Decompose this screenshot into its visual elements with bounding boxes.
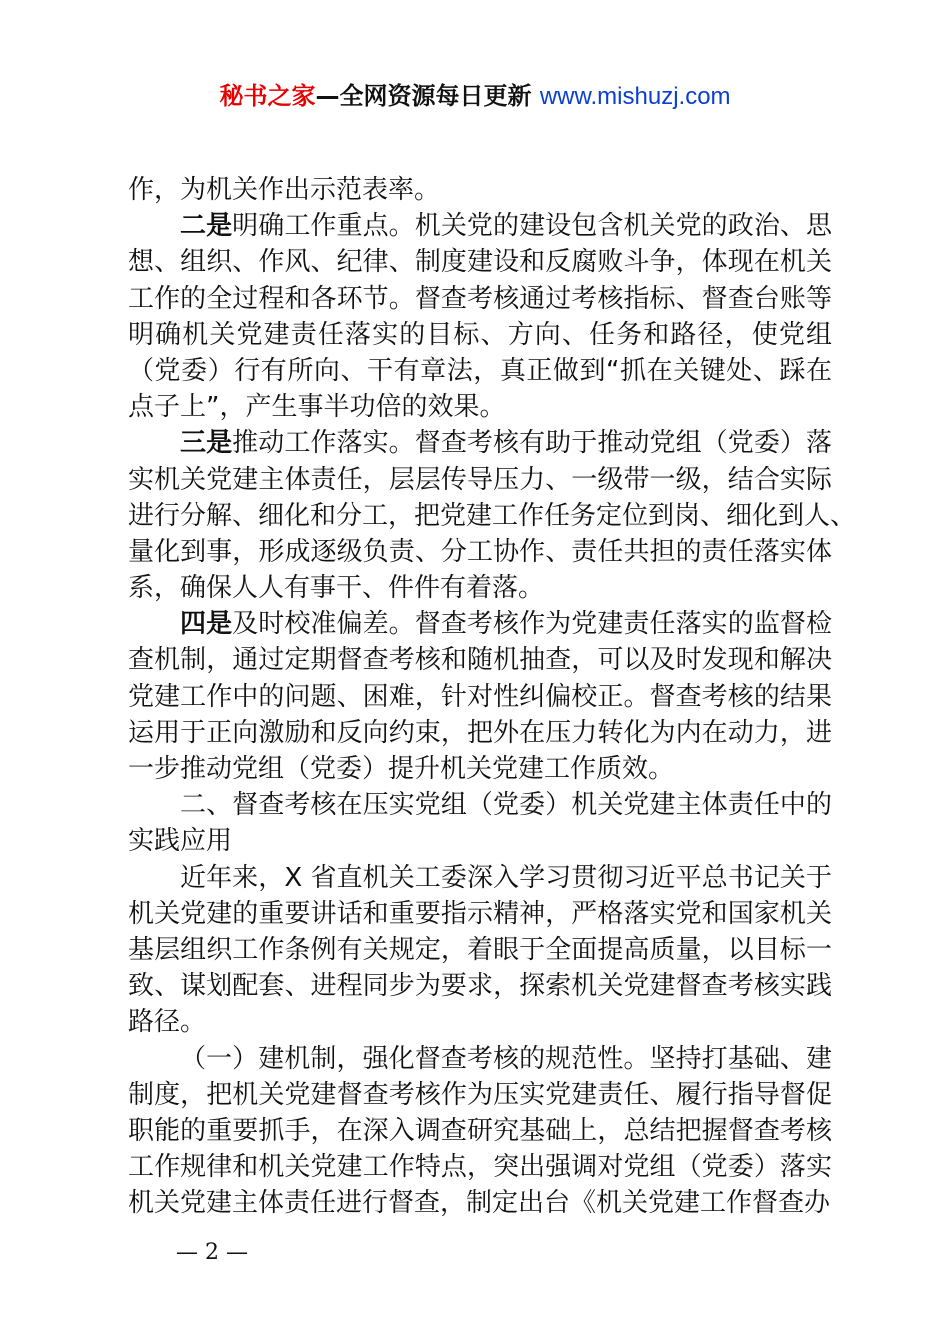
text-line: [128, 751, 832, 787]
text-line: [128, 353, 832, 389]
line-text: 工作规律和机关党建工作特点，突出强调对党组（党委）落实: [128, 1152, 832, 1183]
text-line: [128, 317, 832, 353]
text-line: [128, 787, 832, 823]
text-line: [128, 1185, 832, 1221]
line-text: 明确工作重点。机关党的建设包含机关党的政治、思: [232, 211, 832, 242]
line-text: 推动工作落实。督查考核有助于推动党组（党委）落: [232, 428, 832, 459]
line-text: （一）建机制，强化督查考核的规范性。坚持打基础、建: [180, 1043, 832, 1074]
line-text: 职能的重要抓手，在深入调查研究基础上，总结把握督查考核: [128, 1115, 832, 1146]
text-line: [128, 679, 832, 715]
text-line: [128, 860, 832, 896]
document-body: [128, 172, 857, 1221]
line-text: 机关党建主体责任进行督查，制定出台《机关党建工作督查办: [128, 1188, 831, 1219]
line-text: 致、谋划配套、进程同步为要求，探索机关党建督查考核实践: [128, 971, 832, 1002]
paragraph-lead: 四是: [180, 609, 233, 640]
line-text: 路径。: [128, 1007, 207, 1038]
page-number: — 2 —: [176, 1240, 248, 1265]
line-text: 进行分解、细化和分工，把党建工作任务定位到岗、细化到人、: [128, 500, 857, 531]
text-line: [128, 823, 832, 859]
site-banner: [0, 80, 950, 113]
text-line: [128, 462, 832, 498]
text-line: [128, 208, 832, 244]
line-text: 一步推动党组（党委）提升机关党建工作质效。: [128, 754, 675, 784]
text-line: [128, 1004, 832, 1040]
line-text: 基层组织工作条例有关规定，着眼于全面提高质量，以目标一: [128, 934, 832, 965]
paragraph-lead: 三是: [180, 428, 233, 459]
text-line: [128, 606, 832, 642]
banner-url[interactable]: www.mishuzj.com: [539, 83, 731, 110]
text-line: [128, 389, 832, 425]
text-line: [128, 1077, 832, 1113]
text-line: [128, 281, 832, 317]
text-line: [128, 968, 832, 1004]
line-text: 查机制，通过定期督查考核和随机抽查，可以及时发现和解决: [128, 645, 832, 676]
line-text: （党委）行有所向、干有章法，真正做到“抓在关键处、踩在: [128, 355, 832, 386]
line-text: 机关党建的重要讲话和重要指示精神，严格落实党和国家机关: [128, 898, 832, 929]
line-text: 制度，把机关党建督查考核作为压实党建责任、履行指导督促: [128, 1079, 832, 1110]
text-line: [128, 172, 832, 208]
text-line: [128, 642, 832, 678]
text-line: [128, 896, 832, 932]
text-line: [128, 1149, 832, 1185]
text-line: [128, 570, 832, 606]
paragraph-lead: 二是: [180, 211, 233, 242]
text-line: [128, 715, 832, 751]
line-text: 实机关党建主体责任，层层传导压力、一级带一级，结合实际: [128, 464, 832, 495]
line-text: 近年来，X 省直机关工委深入学习贯彻习近平总书记关于: [180, 862, 832, 893]
line-text: 想、组织、作风、纪律、制度建设和反腐败斗争，体现在机关: [128, 247, 832, 278]
line-text: 系，确保人人有事干、件件有着落。: [128, 573, 545, 604]
text-line: [128, 498, 857, 534]
line-text: 作，为机关作出示范表率。: [128, 175, 441, 205]
line-text: 二、督查考核在压实党组（党委）机关党建主体责任中的: [180, 790, 832, 821]
banner-tagline: —全网资源每日更新: [315, 82, 532, 110]
line-text: 工作的全过程和各环节。督查考核通过考核指标、督查台账等: [128, 283, 832, 314]
line-text: 运用于正向激励和反向约束，把外在压力转化为内在动力，进: [128, 717, 832, 748]
text-line: [128, 425, 832, 461]
text-line: [128, 932, 832, 968]
line-text: 量化到事，形成逐级负责、分工协作、责任共担的责任落实体: [128, 536, 832, 567]
line-text: 党建工作中的问题、困难，针对性纠偏校正。督查考核的结果: [128, 681, 832, 712]
banner-brand: 秘书之家: [219, 82, 316, 110]
text-line: [128, 534, 832, 570]
line-text: 点子上”，产生事半功倍的效果。: [128, 392, 506, 423]
text-line: [128, 1041, 832, 1077]
text-line: [128, 244, 832, 280]
text-line: [128, 1113, 832, 1149]
line-text: 及时校准偏差。督查考核作为党建责任落实的监督检: [232, 609, 832, 640]
line-text: 明确机关党建责任落实的目标、方向、任务和路径，使党组: [128, 319, 832, 350]
line-text: 实践应用: [128, 826, 233, 857]
